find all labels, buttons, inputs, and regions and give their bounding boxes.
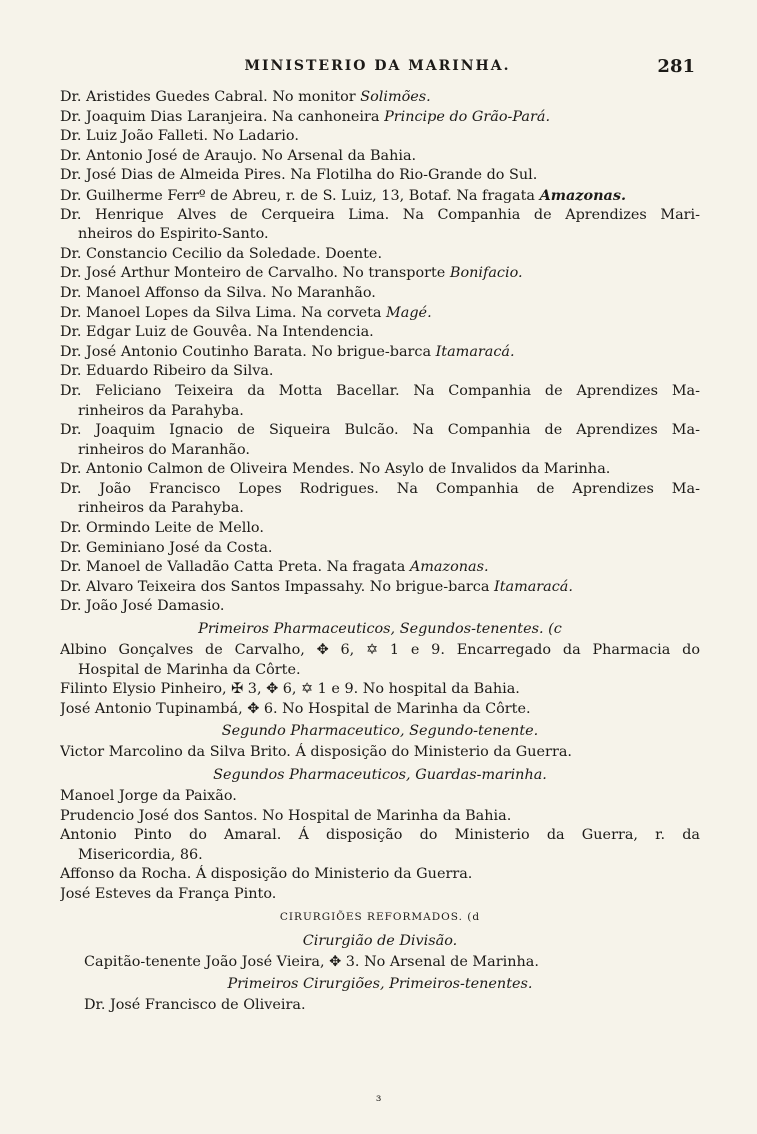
officer-entry: Dr. Edgar Luiz de Gouvêa. Na Intendencia. [60,324,374,341]
page-title: MINISTERIO DA MARINHA. [244,58,511,74]
subsection-heading-primeiros-cirurgioes: Primeiros Cirurgiões, Primeiros-tenentes. [227,976,533,993]
pharmacist-entry: Manoel Jorge da Paixão. [60,788,237,804]
officer-entry-wrapped: Dr. Henrique Alves de Cerqueira Lima. Na Companhia de Aprendizes Mari- [60,206,700,223]
officer-entry: Dr. Eduardo Ribeiro da Silva. [60,363,274,380]
subsection-heading-cirurgiao-divisao: Cirurgião de Divisão. [302,932,458,949]
officer-entry-continuation: rinheiros do Maranhão. [78,441,250,458]
officer-entry: Dr. Ormindo Leite de Mello. [60,520,264,537]
pharmacist-entry: Victor Marcolino da Silva Brito. Á disposição do Ministerio da Guerra. [60,744,572,761]
officer-entry: Dr. José Dias de Almeida Pires. Na Flotilha do Rio-Grande do Sul. [60,167,538,184]
pharmacist-entry: Antonio Pinto do Amaral. Á disposição do Ministerio da Guerra, r. da [60,827,700,844]
officer-entry-wrapped: Dr. Joaquim Ignacio de Siqueira Bulcão. Na Companhia de Aprendizes Ma- [60,422,700,439]
officer-entry: Dr. Luiz João Falleti. No Ladario. [60,128,299,145]
section-heading-cirurgioes-reformados: CIRURGIÕES REFORMADOS. (d [279,910,481,923]
officer-entry: Dr. José Antonio Coutinho Barata. No brigue-barca Itamaracá. [60,343,515,360]
page-signature-mark: ɜ [375,1093,382,1104]
page-body [60,88,700,1016]
pharmacist-entry: José Esteves da França Pinto. [60,885,277,902]
officer-entry: Dr. Manoel Affonso da Silva. No Maranhão. [60,284,376,301]
pharmacist-entry: Albino Gonçalves de Carvalho, ✥ 6, ✡ 1 e 9. Encarregado da Pharmacia do [60,642,700,659]
pharmacist-entry: Filinto Elysio Pinheiro, ✠ 3, ✥ 6, ✡ 1 e 9. No hospital da Bahia. [60,681,520,698]
surgeon-entry: Capitão-tenente João José Vieira, ✥ 3. No Arsenal de Marinha. [84,953,539,970]
officer-entry: Dr. Guilherme Ferrº de Abreu, r. de S. Luiz, 13, Botaf. Na fragata Amazonas. [60,186,626,204]
officer-entry: Dr. Manoel Lopes da Silva Lima. Na corveta Magé. [60,304,432,321]
officer-entry: Dr. Manoel de Valladão Catta Preta. Na fragata Amazonas. [60,559,489,576]
officer-entry: Dr. João José Damasio. [60,598,225,615]
pharmacist-entry-continuation: Misericordia, 86. [78,846,203,863]
officer-entry: Dr. José Arthur Monteiro de Carvalho. No transporte Bonifacio. [60,265,523,282]
page-number: 281 [657,56,695,77]
section-heading-segundos-pharmaceuticos: Segundos Pharmaceuticos, Guardas-marinha. [213,767,547,783]
officer-entry-continuation: rinheiros da Parahyba. [78,500,244,517]
pharmacist-entry-continuation: Hospital de Marinha da Côrte. [78,661,301,678]
surgeon-entry: Dr. José Francisco de Oliveira. [84,997,306,1014]
officer-entry-continuation: rinheiros da Parahyba. [78,402,244,419]
officer-entry-wrapped: Dr. Feliciano Teixeira da Motta Bacellar. Na Companhia de Aprendizes Ma- [60,382,700,399]
officer-entry: Dr. Aristides Guedes Cabral. No monitor Solimões. [60,89,431,105]
pharmacist-entry: José Antonio Tupinambá, ✥ 6. No Hospital de Marinha da Côrte. [60,700,531,717]
section-heading-primeiros-pharmaceuticos: Primeiros Pharmaceuticos, Segundos-tenentes. (c [198,621,562,638]
officer-entry: Dr. Antonio Calmon de Oliveira Mendes. No Asylo de Invalidos da Marinha. [60,461,611,478]
officer-entry: Dr. Alvaro Teixeira dos Santos Impassahy. No brigue-barca Itamaracá. [60,578,573,595]
officer-entry: Dr. Joaquim Dias Laranjeira. Na canhoneira Principe do Grão-Pará. [60,108,551,125]
officer-entry-continuation: nheiros do Espirito-Santo. [78,226,269,243]
section-heading-segundo-pharmaceutico: Segundo Pharmaceutico, Segundo-tenente. [221,723,539,740]
officer-entry-wrapped: Dr. João Francisco Lopes Rodrigues. Na Companhia de Aprendizes Ma- [60,480,700,497]
officer-entry: Dr. Antonio José de Araujo. No Arsenal da Bahia. [60,147,417,164]
officer-entry: Dr. Constancio Cecilio da Soledade. Doente. [60,245,383,262]
pharmacist-entry: Prudencio José dos Santos. No Hospital de Marinha da Bahia. [60,807,512,824]
officer-entry: Dr. Geminiano José da Costa. [60,539,273,556]
page-header [60,58,695,80]
pharmacist-entry: Affonso da Rocha. Á disposição do Ministerio da Guerra. [60,866,473,883]
